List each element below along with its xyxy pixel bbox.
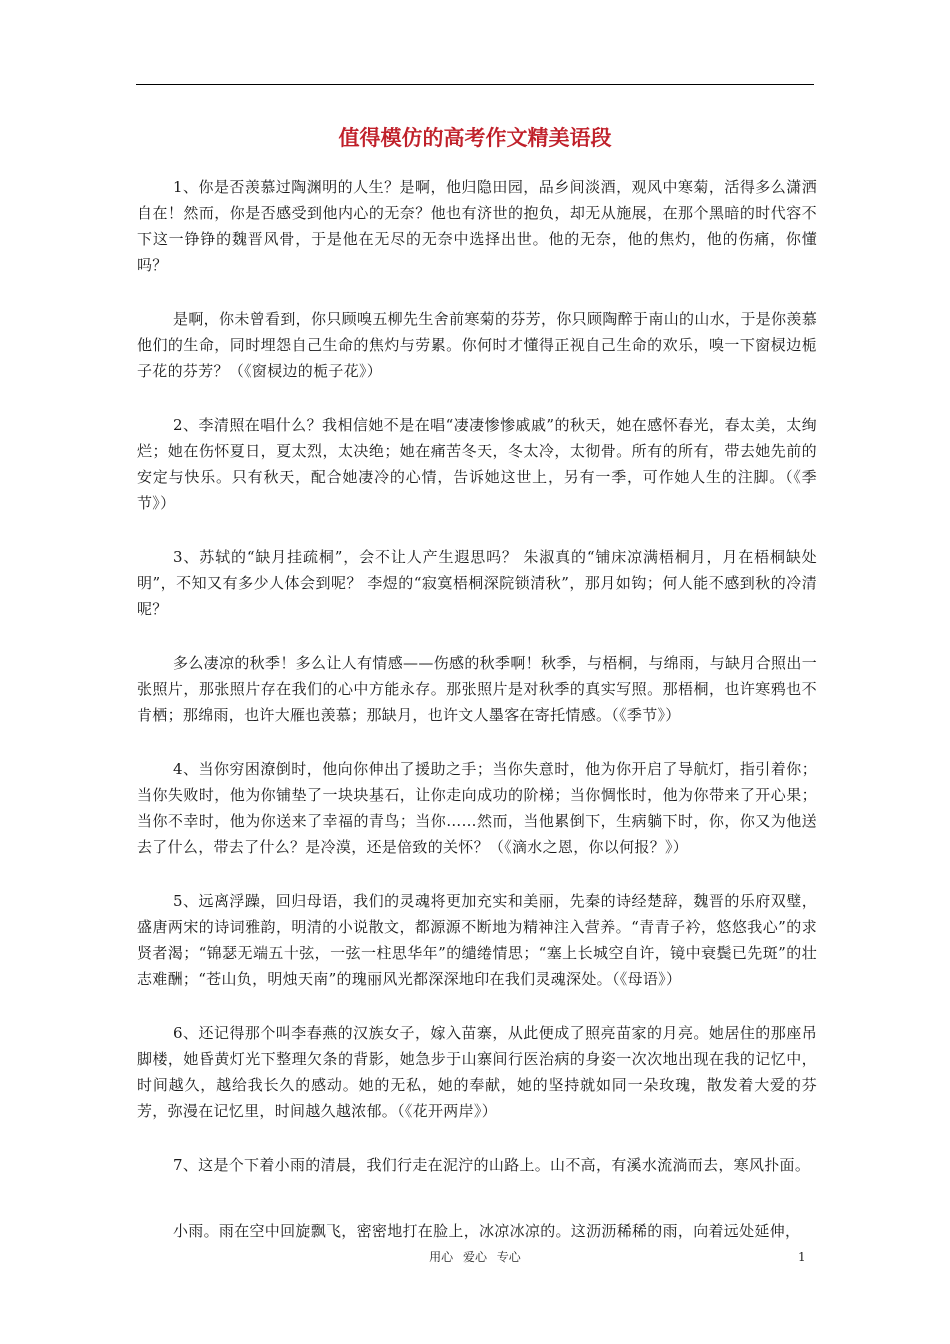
paragraph-7: 5、远离浮躁，回归母语，我们的灵魂将更加充实和美丽，先秦的诗经楚辞，魏晋的乐府双璧，盛唐两宋的诗词雅韵，明清的小说散文，都源源不断地为精神注入营养。“青青子衿，悠悠我心”的求贤者渴；“锦瑟无端五十弦，一弦一柱思华年”的缱绻情思；“塞上长城空自许，镜中衰鬓已先斑”的壮志难酬；“苍山负，明烛天南”的瑰丽风光都深深地印在我们灵魂深处。（《母语》） (137, 892, 817, 988)
paragraph-10: 小雨。雨在空中回旋飘飞，密密地打在脸上，冰凉冰凉的。这沥沥稀稀的雨，向着远处延伸， (173, 1222, 801, 1240)
paragraph-2: 是啊，你未曾看到，你只顾嗅五柳先生舍前寒菊的芬芳，你只顾陶醉于南山的山水，于是你羡慕他们的生命，同时埋怨自己生命的焦灼与劳累。你何时才懂得正视自己生命的欢乐，嗅一下窗棂边栀子花的芬芳？（《窗棂边的栀子花》） (137, 310, 817, 380)
paragraph-9: 7、这是个下着小雨的清晨，我们行走在泥泞的山路上。山不高，有溪水流淌而去，寒风扑面。 (173, 1156, 811, 1174)
paragraph-5: 多么凄凉的秋季！多么让人有情感——伤感的秋季啊！秋季，与梧桐，与绵雨，与缺月合照出一张照片，那张照片存在我们的心中方能永存。那张照片是对秋季的真实写照。那梧桐，也许寒鸦也不肯栖；那绵雨，也许大雁也羡慕；那缺月，也许文人墨客在寄托情感。（《季节》） (137, 654, 817, 724)
document-title: 值得模仿的高考作文精美语段 (338, 126, 612, 150)
paragraph-1: 1、你是否羡慕过陶渊明的人生？是啊，他归隐田园，品乡间淡酒，观风中寒菊，活得多么潇洒自在！然而，你是否感受到他内心的无奈？他也有济世的抱负，却无从施展，在那个黑暗的时代容不下这一铮铮的魏晋风骨，于是他在无尽的无奈中选择出世。他的无奈，他的焦灼，他的伤痛，你懂吗？ (137, 178, 817, 274)
paragraph-6: 4、当你穷困潦倒时，他向你伸出了援助之手；当你失意时，他为你开启了导航灯，指引着你；当你失败时，他为你铺垫了一块块基石，让你走向成功的阶梯；当你惆怅时，他为你带来了开心果；当你不幸时，他为你送来了幸福的青鸟；当你……然而，当他累倒下，生病躺下时，你，你又为他送去了什么，带去了什么？是冷漠，还是倍致的关怀？（《滴水之恩，你以何报？》） (137, 760, 817, 856)
footer-motto: 用心 爱心 专心 (429, 1250, 521, 1264)
page-number: 1 (798, 1250, 806, 1264)
paragraph-4: 3、苏轼的“缺月挂疏桐”，会不让人产生遐思吗？ 朱淑真的“铺床凉满梧桐月，月在梧桐缺处明”，不知又有多少人体会到呢？ 李煜的“寂寞梧桐深院锁清秋”，那月如钩；何人能不感到秋的冷清呢？ (137, 548, 817, 618)
paragraph-3: 2、李清照在唱什么？我相信她不是在唱“凄凄惨惨戚戚”的秋天，她在感怀春光，春太美，太绚烂；她在伤怀夏日，夏太烈，太决绝；她在痛苦冬天，冬太冷，太彻骨。所有的所有，带去她先前的安定与快乐。只有秋天，配合她凄冷的心情，告诉她这世上，另有一季，可作她人生的注脚。（《季节》） (137, 416, 817, 512)
document-body (137, 174, 817, 1272)
header-rule (136, 84, 814, 85)
paragraph-8: 6、还记得那个叫李春燕的汉族女子，嫁入苗寨，从此便成了照亮苗家的月亮。她居住的那座吊脚楼，她昏黄灯光下整理欠条的背影，她急步于山寨间行医治病的身姿一次次地出现在我的记忆中，时间越久，越给我长久的感动。她的无私，她的奉献，她的坚持就如同一朵玫瑰，散发着大爱的芬芳，弥漫在记忆里，时间越久越浓郁。（《花开两岸》） (137, 1024, 817, 1120)
